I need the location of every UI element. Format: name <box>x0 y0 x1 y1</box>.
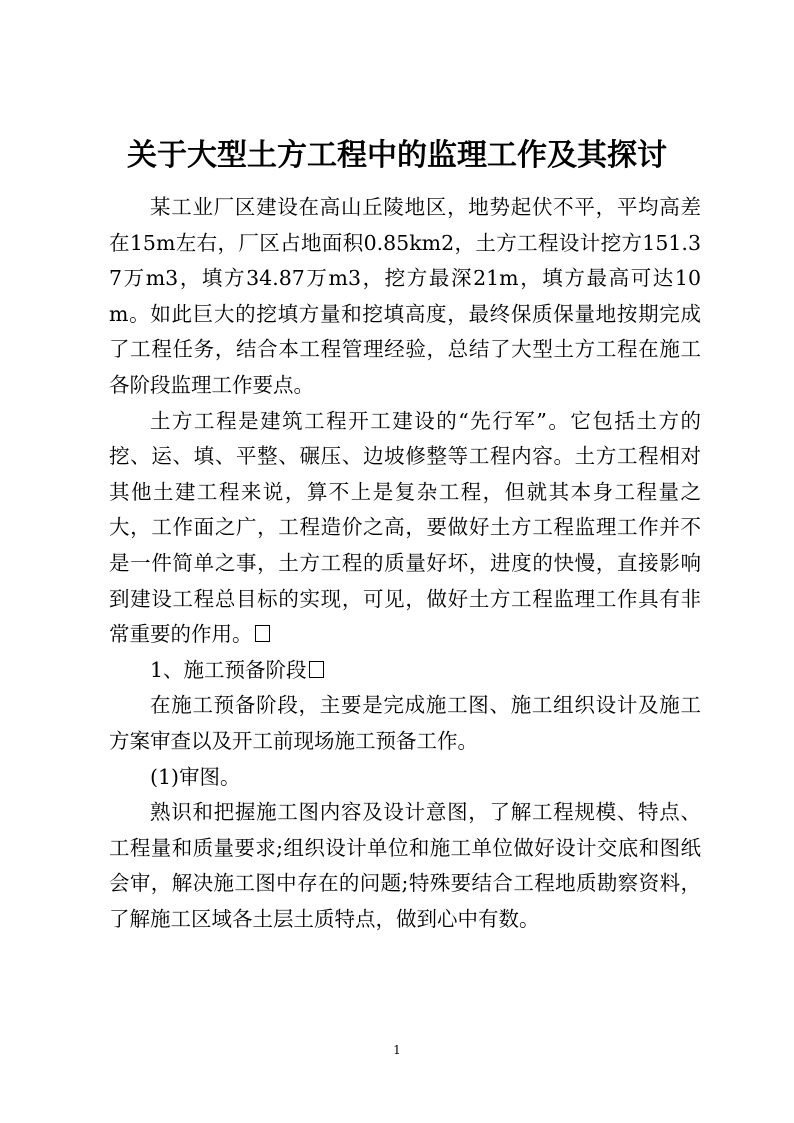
paragraph-text: 在施工预备阶段，主要是完成施工图、施工组织设计及施工方案审查以及开工前现场施工预备工作。 <box>109 693 701 753</box>
paragraph-earthwork-importance <box>109 404 701 653</box>
paragraph-preparation-stage <box>109 688 701 759</box>
document-body <box>109 190 701 937</box>
checkbox-glyph-icon <box>255 625 270 642</box>
paragraph-text: 土方工程是建筑工程开工建设的“先行军”。它包括土方的挖、运、填、平整、碾压、边坡修整等工程内容。土方工程相对其他土建工程来说，算不上是复杂工程，但就其本身工程量之大，工作面之广，工程造价之高，要做好土方工程监理工作并不是一件简单之事，土方工程的质量好坏，进度的快慢，直接影响到建设工程总目标的实现，可见，做好土方工程监理工作具有非常重要的作用。 <box>109 408 701 647</box>
paragraph-text: 熟识和把握施工图内容及设计意图，了解工程规模、特点、工程量和质量要求;组织设计单位和施工单位做好设计交底和图纸会审，解决施工图中存在的问题;特殊要结合工程地质勘察资料，了解施工区域各土层土质特点，做到心中有数。 <box>109 800 701 931</box>
checkbox-glyph-icon <box>309 661 324 678</box>
page-number: 1 <box>393 1043 401 1057</box>
subheading-text: (1)审图。 <box>150 764 241 789</box>
paragraph-text: 某工业厂区建设在高山丘陵地区，地势起伏不平，平均高差在15m左右，厂区占地面积0.85km2，土方工程设计挖方151.37万m3，填方34.87万m3，挖方最深21m，填方最高可达10m。如此巨大的挖填方量和挖填高度，最终保质保量地按期完成了工程任务，结合本工程管理经验，总结了大型土方工程在施工各阶段监理工作要点。 <box>109 195 701 397</box>
paragraph-intro <box>109 190 701 404</box>
paragraph-drawing-review <box>109 795 701 937</box>
subheading-drawing-review <box>109 760 701 796</box>
document-title: 关于大型土方工程中的监理工作及其探讨 <box>127 138 667 173</box>
heading-text: 1、施工预备阶段 <box>150 657 307 682</box>
section-heading-preparation <box>109 653 701 689</box>
